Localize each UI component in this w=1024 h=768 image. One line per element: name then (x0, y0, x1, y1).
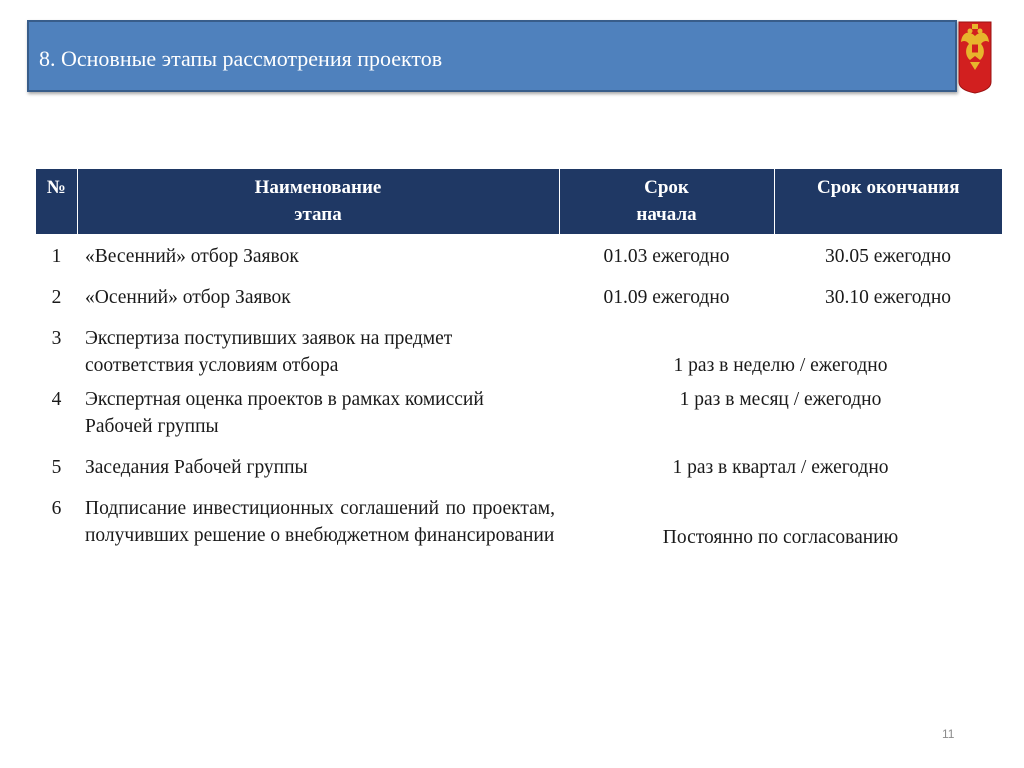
stages-table (36, 169, 1002, 551)
row-period: 1 раз в квартал / ежегодно (672, 457, 889, 478)
header-stage-name: Наименование этапа (77, 169, 559, 234)
row-stage-name: Экспертиза поступивших заявок на предмет соответствия условиям отбора (85, 328, 453, 376)
row-end-date: 30.10 ежегодно (824, 287, 952, 308)
row-stage-name: Экспертная оценка проектов в рамках комиссий Рабочей группы (85, 389, 484, 437)
row-start-date: 01.03 ежегодно (603, 246, 730, 267)
row-stage-name: «Осенний» отбор Заявок (85, 287, 291, 308)
row-number: 3 (51, 328, 62, 349)
row-number: 2 (51, 287, 62, 308)
table-row (36, 234, 1002, 275)
header-end-date: Срок окончания (774, 169, 1002, 234)
header-start-date: Срок начала (559, 169, 774, 234)
slide-title: 8. Основные этапы рассмотрения проектов (39, 46, 443, 71)
table-row (36, 493, 1002, 551)
row-period: 1 раз в неделю / ежегодно (673, 355, 888, 376)
header-number: № (36, 169, 77, 234)
row-number: 1 (51, 246, 62, 267)
row-start-date: 01.09 ежегодно (603, 287, 730, 308)
row-period: 1 раз в месяц / ежегодно (679, 389, 882, 410)
table-header-row (36, 169, 1002, 234)
row-number: 4 (51, 389, 62, 410)
russian-coat-of-arms-icon (958, 20, 992, 94)
row-stage-name: «Весенний» отбор Заявок (85, 246, 299, 267)
row-number: 6 (51, 498, 62, 519)
row-number: 5 (51, 457, 62, 478)
row-end-date: 30.05 ежегодно (824, 246, 952, 267)
table-row (36, 316, 1002, 380)
table-row (36, 275, 1002, 316)
row-stage-name: Подписание инвестиционных соглашений по проектам, получивших решение о внебюджетном финансировании (85, 498, 555, 546)
row-period: Постоянно по согласованию (662, 527, 899, 548)
row-stage-name: Заседания Рабочей группы (85, 457, 308, 478)
slide-title-bar (27, 20, 957, 92)
page-number: 11 (942, 727, 955, 741)
table-row (36, 380, 1002, 452)
table-row (36, 452, 1002, 493)
